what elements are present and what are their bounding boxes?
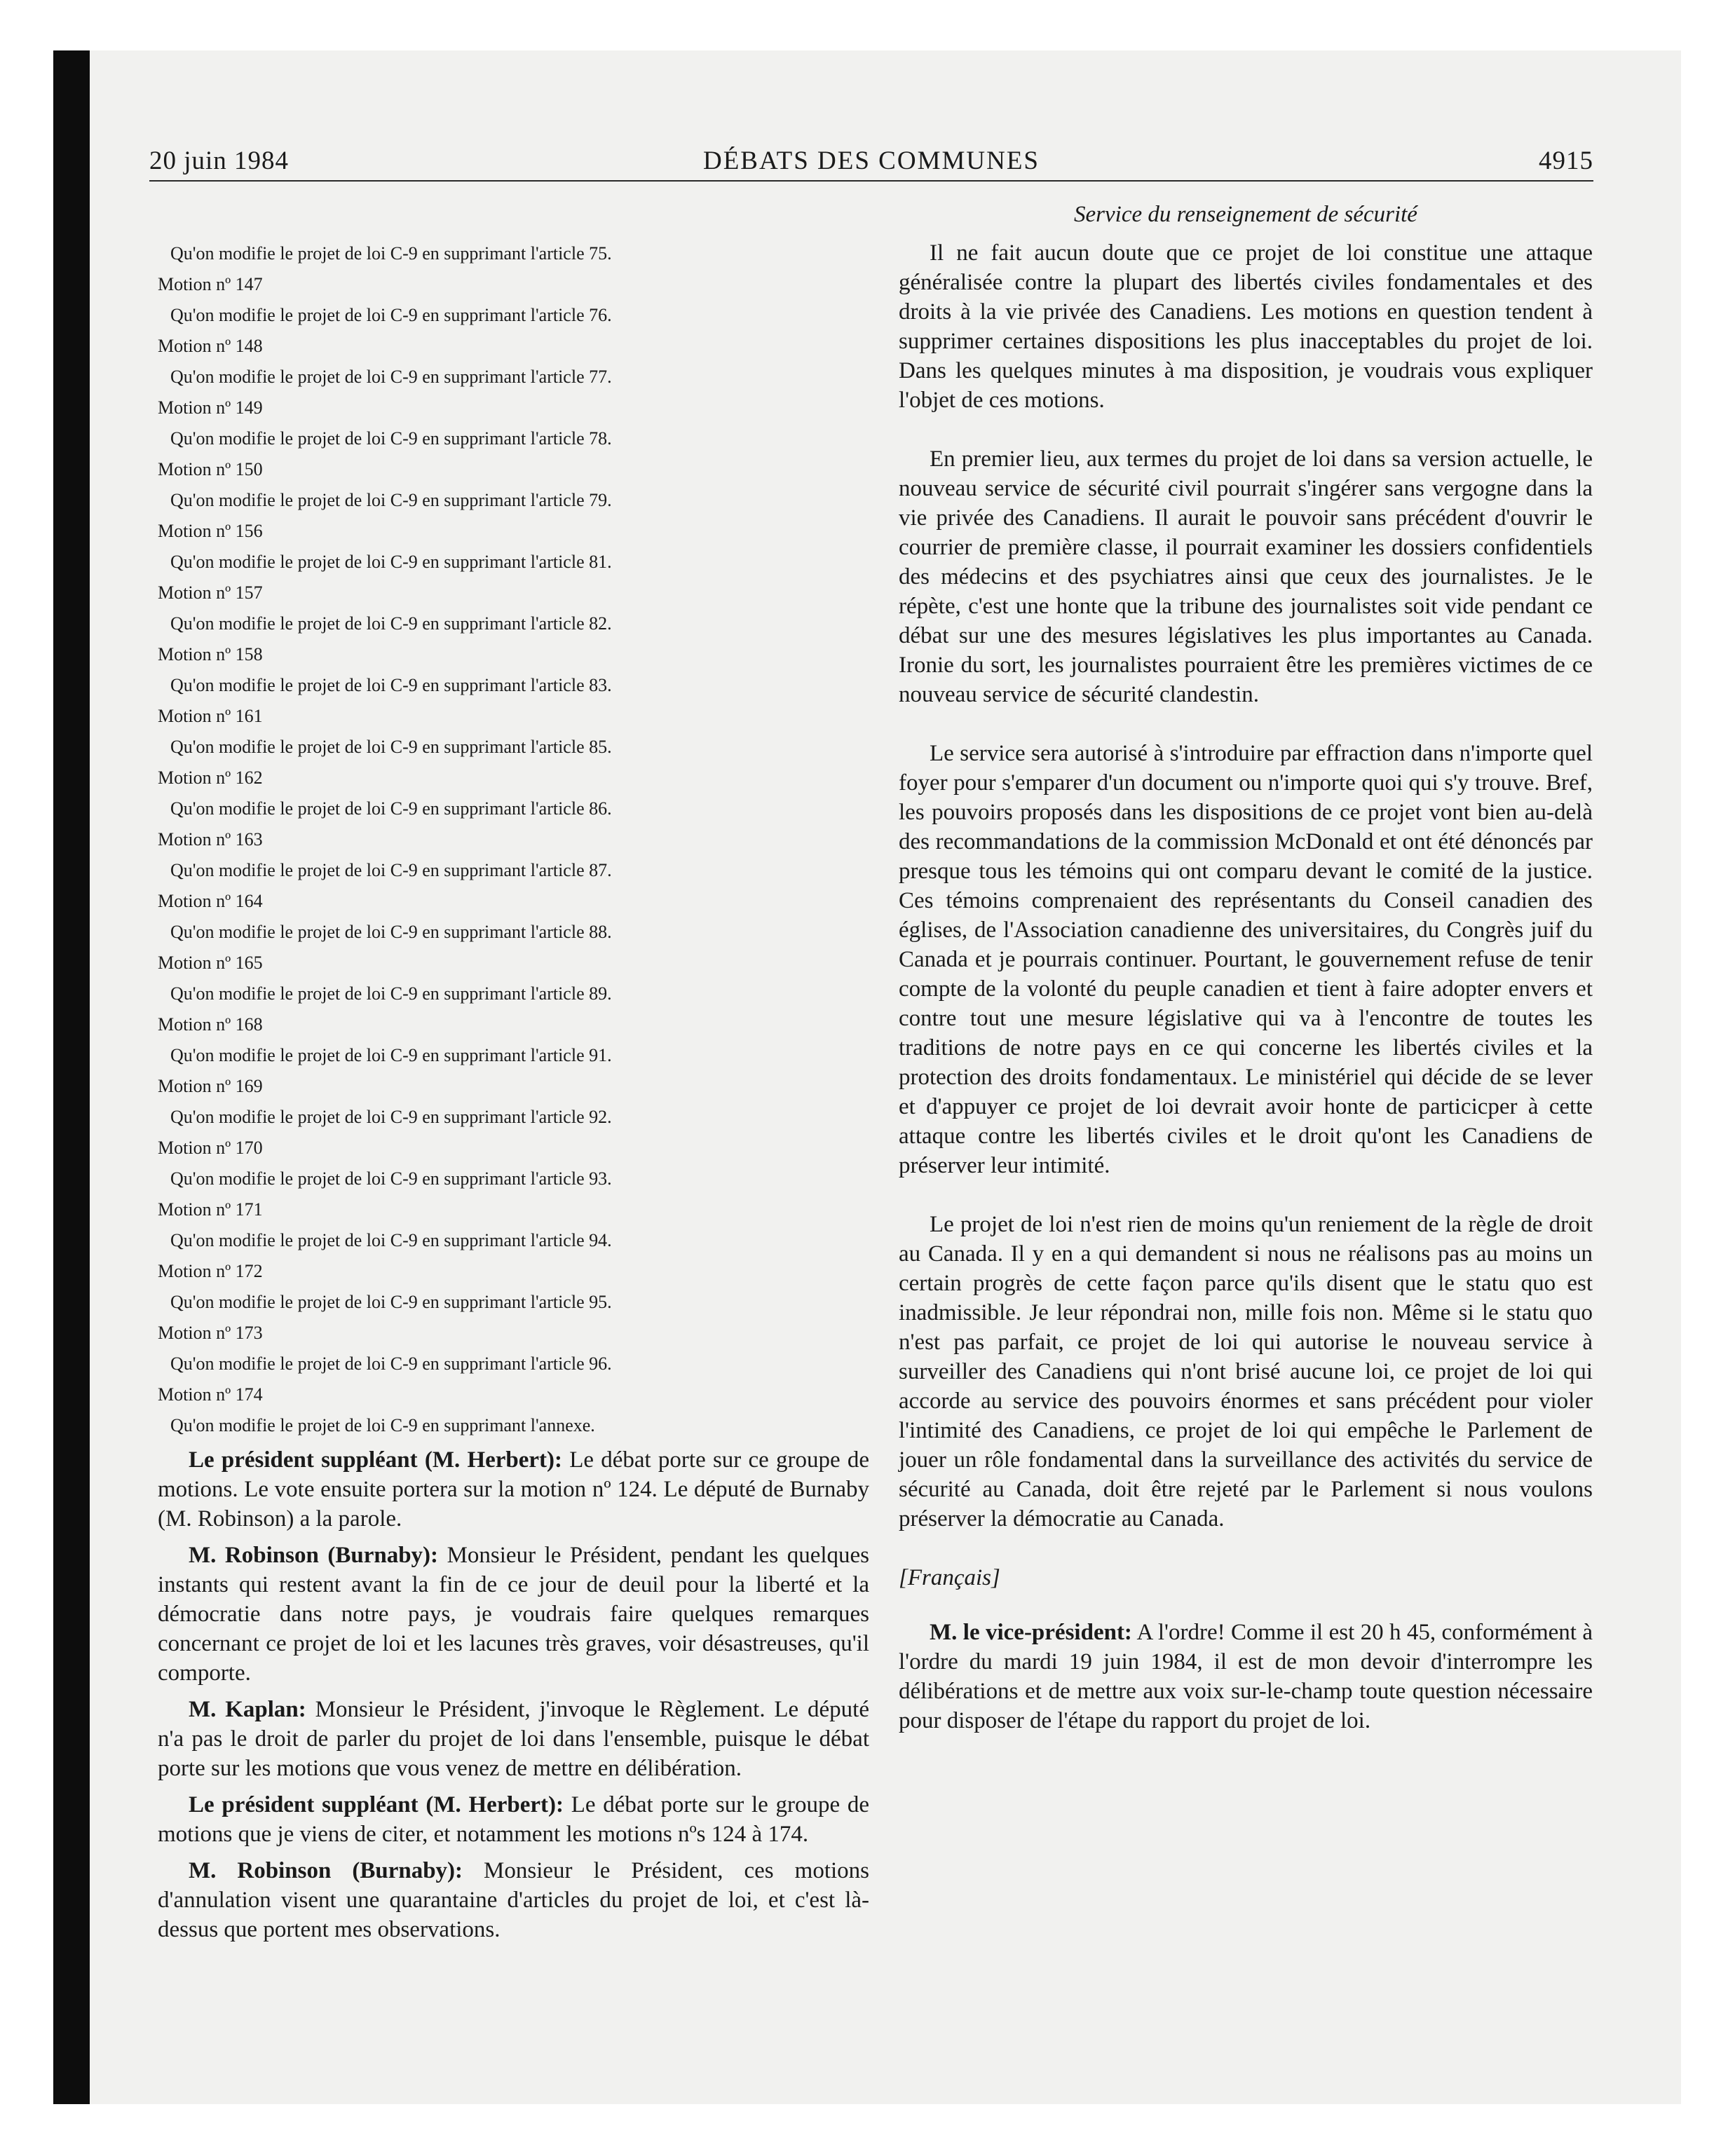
motion-text: Qu'on modifie le projet de loi C-9 en supprimant l'article 92. bbox=[170, 1107, 612, 1127]
motion-text: Qu'on modifie le projet de loi C-9 en supprimant l'article 77. bbox=[170, 367, 612, 387]
motion-text: Qu'on modifie le projet de loi C-9 en supprimant l'article 96. bbox=[170, 1353, 612, 1374]
speech-text: Monsieur le Président, ces motions d'annulation visent une quarantaine d'articles du projet de loi, et c'est là-dessus que portent mes observations. bbox=[158, 1858, 869, 1942]
motion-text: Qu'on modifie le projet de loi C-9 en supprimant l'article 91. bbox=[170, 1045, 612, 1065]
left-column bbox=[158, 238, 869, 1951]
motion-number: Motion nº 148 bbox=[158, 336, 263, 356]
motion-number: Motion nº 174 bbox=[158, 1384, 263, 1405]
motion-number: Motion nº 156 bbox=[158, 521, 263, 541]
speaker-name: M. Robinson (Burnaby): bbox=[189, 1543, 439, 1568]
motion-number: Motion nº 149 bbox=[158, 397, 263, 418]
debate-paragraph bbox=[158, 1856, 869, 1944]
motion-text: Qu'on modifie le projet de loi C-9 en supprimant l'article 87. bbox=[170, 860, 612, 880]
final-paragraph bbox=[899, 1618, 1593, 1735]
scan-edge-bar bbox=[53, 50, 90, 2104]
motion-text: Qu'on modifie le projet de loi C-9 en supprimant l'article 79. bbox=[170, 490, 612, 510]
speaker-name: M. Kaplan: bbox=[189, 1697, 306, 1722]
debate-paragraph bbox=[158, 1790, 869, 1849]
speech-paragraph: En premier lieu, aux termes du projet de loi dans sa version actuelle, le nouveau service de sécurité civil pourrait s'ingérer sans vergogne dans la vie privée des Canadiens. Il aurait le pouvoir sans précédent d'ouvrir le courrier de première classe, il pourrait examiner les dossiers confidentiels des médecins et des psychiatres ainsi que ceux des journalistes. Je le répète, c'est une honte que la tribune des journalistes soit vide pendant ce débat sur une des mesures législatives les plus importantes au Canada. Ironie du sort, les journalistes pourraient être les premières victimes de ce nouveau service de sécurité clandestin. bbox=[899, 446, 1593, 707]
motion-number: Motion nº 158 bbox=[158, 644, 263, 664]
motion-text: Qu'on modifie le projet de loi C-9 en supprimant l'annexe. bbox=[170, 1415, 595, 1435]
motion-text: Qu'on modifie le projet de loi C-9 en supprimant l'article 75. bbox=[170, 243, 612, 264]
motion-text: Qu'on modifie le projet de loi C-9 en supprimant l'article 81. bbox=[170, 552, 612, 572]
page-header bbox=[149, 143, 1593, 182]
right-column bbox=[899, 199, 1593, 1735]
motion-number: Motion nº 169 bbox=[158, 1076, 263, 1096]
right-debate bbox=[899, 238, 1593, 1534]
motion-number: Motion nº 147 bbox=[158, 274, 263, 294]
speaker-name: M. Robinson (Burnaby): bbox=[189, 1858, 463, 1883]
speech-paragraph: Il ne fait aucun doute que ce projet de loi constitue une attaque généralisée contre la plupart des libertés civiles fondamentales et des droits à la vie privée des Canadiens. Les motions en question tendent à supprimer certaines dispositions les plus inacceptables du projet de loi. Dans les quelques minutes à ma disposition, je voudrais vous expliquer l'objet de ces motions. bbox=[899, 240, 1593, 413]
header-date: 20 juin 1984 bbox=[149, 146, 290, 175]
speaker-name: Le président suppléant (M. Herbert): bbox=[189, 1447, 563, 1473]
speech-text: A l'ordre! Comme il est 20 h 45, conformément à l'ordre du mardi 19 juin 1984, il est de mon devoir d'interrompre les délibérations et de mettre aux voix sur-le-champ toute question nécessaire pour disposer de l'étape du rapport du projet de loi. bbox=[899, 1620, 1593, 1733]
motion-text: Qu'on modifie le projet de loi C-9 en supprimant l'article 93. bbox=[170, 1168, 612, 1189]
header-page-number: 4915 bbox=[1539, 146, 1593, 175]
motion-text: Qu'on modifie le projet de loi C-9 en supprimant l'article 94. bbox=[170, 1230, 612, 1250]
speech-paragraph: Le service sera autorisé à s'introduire par effraction dans n'importe quel foyer pour s'emparer d'un document ou n'importe quoi qui s'y trouve. Bref, les pouvoirs proposés dans les dispositions de ce projet vont bien au-delà des recommandations de la commission McDonald et ont été dénoncés par presque tous les témoins qui ont comparu devant le comité de la justice. Ces témoins comprenaient des représentants du Conseil canadien des églises, de l'Association canadienne des universitaires, du Congrès juif du Canada et je pourrais continuer. Pourtant, le gouvernement refuse de tenir compte de la volonté du peuple canadien et tient à faire adopter envers et contre tout une mesure législative qui va à l'encontre de toutes les traditions de notre pays en ce qui concerne les libertés civiles et la protection des droits fondamentaux. Le ministériel qui décide de se lever et d'appuyer ce projet de loi devrait avoir honte de particicper à cette attaque contre les libertés civiles et le droit qu'ont les Canadiens de préserver leur intimité. bbox=[899, 741, 1593, 1178]
motion-text: Qu'on modifie le projet de loi C-9 en supprimant l'article 78. bbox=[170, 428, 612, 449]
motion-number: Motion nº 170 bbox=[158, 1138, 263, 1158]
speech-text: Monsieur le Président, j'invoque le Règlement. Le député n'a pas le droit de parler du projet de loi dans l'ensemble, puisque le débat porte sur les motions que vous venez de mettre en délibération. bbox=[158, 1697, 869, 1781]
motion-number: Motion nº 168 bbox=[158, 1014, 263, 1035]
motion-text: Qu'on modifie le projet de loi C-9 en supprimant l'article 89. bbox=[170, 983, 612, 1004]
language-tag: [Français] bbox=[899, 1565, 1000, 1590]
header-rule bbox=[149, 180, 1593, 182]
speech-paragraph: Le projet de loi n'est rien de moins qu'un reniement de la règle de droit au Canada. Il y en a qui demandent si nous ne réalisons pas au moins un certain progrès de cette façon parce qu'ils disent que le statu quo est inadmissible. Je leur répondrai non, mille fois non. Même si le statu quo n'est pas parfait, ce projet de loi qui autorise le nouveau service à surveiller des Canadiens qui n'ont brisé aucune loi, ce projet de loi qui accorde au service des pouvoirs énormes et sans précédent pour violer l'intimité des Canadiens, ce projet de loi qui empêche le Parlement de jouer un rôle fondamental dans la surveillance des activités du service de sécurité au Canada, doit être rejeté par le Parlement si nous voulons préserver la démocratie au Canada. bbox=[899, 1212, 1593, 1531]
motion-number: Motion nº 165 bbox=[158, 953, 263, 973]
speaker-name: Le président suppléant (M. Herbert): bbox=[189, 1792, 564, 1817]
motion-text: Qu'on modifie le projet de loi C-9 en supprimant l'article 76. bbox=[170, 305, 612, 325]
debate-paragraph bbox=[158, 1541, 869, 1688]
header-title: DÉBATS DES COMMUNES bbox=[702, 146, 1040, 175]
left-debate bbox=[158, 1445, 869, 1944]
motion-number: Motion nº 171 bbox=[158, 1199, 263, 1220]
motion-text: Qu'on modifie le projet de loi C-9 en supprimant l'article 86. bbox=[170, 798, 612, 819]
speech-text: Monsieur le Président, pendant les quelques instants qui restent avant la fin de ce jour de deuil pour la liberté et la démocratie dans notre pays, je voudrais faire quelques remarques concernant ce projet de loi et les lacunes très graves, voir désastreuses, qu'il comporte. bbox=[158, 1543, 870, 1686]
debate-paragraph bbox=[158, 1445, 869, 1534]
motion-text: Qu'on modifie le projet de loi C-9 en supprimant l'article 83. bbox=[170, 675, 612, 695]
motion-number: Motion nº 172 bbox=[158, 1261, 263, 1281]
motion-number: Motion nº 162 bbox=[158, 767, 263, 788]
motion-number: Motion nº 173 bbox=[158, 1323, 263, 1343]
motion-list bbox=[158, 269, 869, 1441]
section-heading: Service du renseignement de sécurité bbox=[1074, 202, 1417, 227]
motion-text: Qu'on modifie le projet de loi C-9 en supprimant l'article 85. bbox=[170, 737, 612, 757]
debate-paragraph bbox=[158, 1695, 869, 1783]
motion-number: Motion nº 161 bbox=[158, 706, 263, 726]
speaker-name: M. le vice-président: bbox=[930, 1620, 1132, 1645]
motion-number: Motion nº 164 bbox=[158, 891, 263, 911]
speech-text: Le débat porte sur le groupe de motions que je viens de citer, et notamment les motions nºs 124 à 174. bbox=[158, 1792, 869, 1847]
motion-text: Qu'on modifie le projet de loi C-9 en supprimant l'article 82. bbox=[170, 613, 612, 634]
motion-text: Qu'on modifie le projet de loi C-9 en supprimant l'article 95. bbox=[170, 1292, 612, 1312]
motion-text: Qu'on modifie le projet de loi C-9 en supprimant l'article 88. bbox=[170, 922, 612, 942]
speech-text: Le débat porte sur ce groupe de motions. Le vote ensuite portera sur la motion nº 124. Le député de Burnaby (M. Robinson) a la parole. bbox=[158, 1447, 869, 1531]
motion-number: Motion nº 150 bbox=[158, 459, 263, 479]
motion-number: Motion nº 157 bbox=[158, 582, 263, 603]
motion-number: Motion nº 163 bbox=[158, 829, 263, 850]
